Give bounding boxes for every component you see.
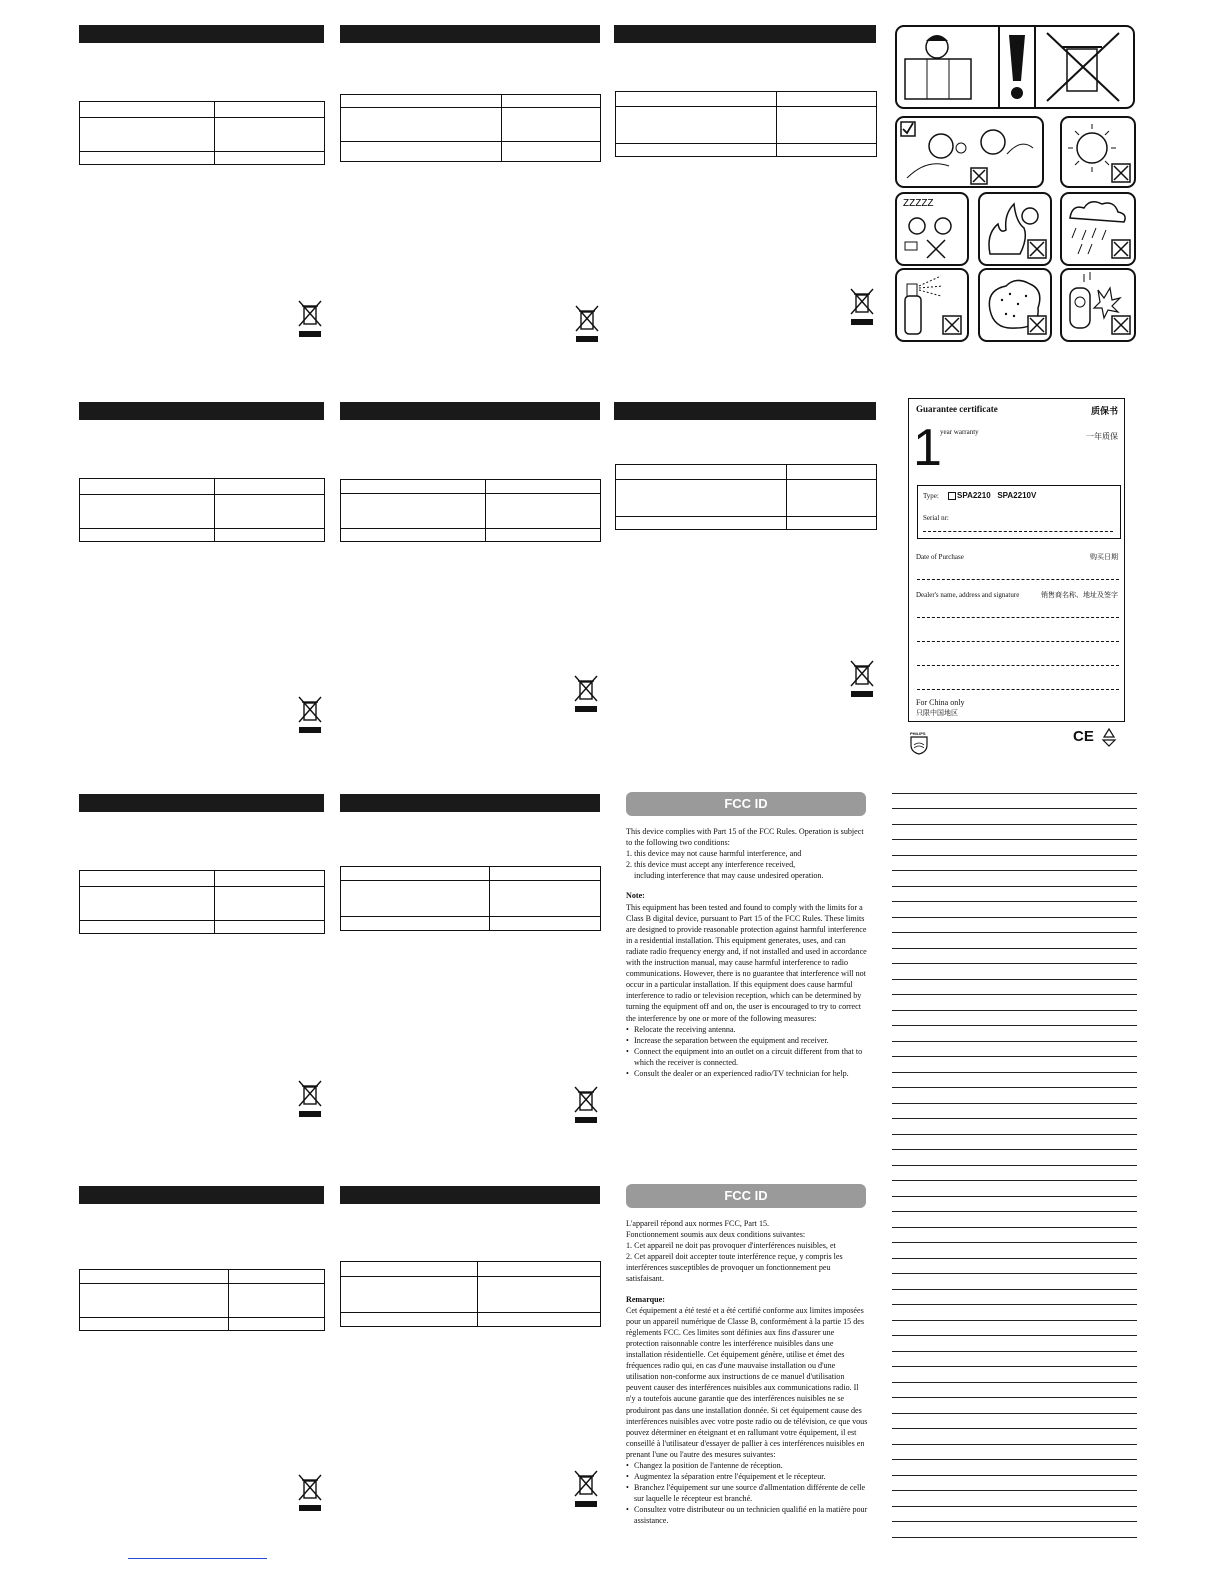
notes-line [892,1490,1137,1491]
section-header-bar [79,794,324,812]
notes-line [892,1134,1137,1135]
notes-line [892,1521,1137,1522]
weee-bin-icon [573,1468,599,1510]
notes-line [892,901,1137,902]
dealer-label-cn: 销售商名称、地址及签字 [1041,591,1118,599]
cleaning-pictogram [895,116,1044,188]
spec-table [79,101,325,165]
notes-line [892,870,1137,871]
notes-line [892,1227,1137,1228]
notes-line [892,1165,1137,1166]
svg-text:ZZZZZ: ZZZZZ [903,198,934,209]
dust-pictogram [978,268,1052,342]
weee-bin-icon [573,673,599,715]
standby-pictogram [895,192,969,266]
notes-line [892,793,1137,794]
notes-line [892,994,1137,995]
notes-line [892,963,1137,964]
notes-line [892,839,1137,840]
fcc-condition-1: 1. this device may not cause harmful interference, and [626,849,802,859]
notes-line [892,1506,1137,1507]
list-item: • Increase the separation between the equipment and receiver. [626,1035,868,1046]
fcc-intro: This device complies with Part 15 of the FCC Rules. Operation is subject to the following two conditions: [626,827,864,848]
fire-pictogram [978,192,1052,266]
fcc-condition-2: 2. Cet appareil doit accepter toute interférence reçue, y compris les interférences susceptibles de provoquer un fonctionnement peu satisfaisant. [626,1252,843,1284]
weee-bin-icon [574,303,600,345]
notes-line [892,1366,1137,1367]
section-header-bar [79,402,324,420]
spec-table [79,478,325,542]
fcc-intro-2: Fonctionnement soumis aux deux conditions suivantes: [626,1230,806,1240]
dealer-line [917,641,1119,642]
notes-line [892,1211,1137,1212]
rain-pictogram [1060,192,1136,266]
notes-line [892,1180,1137,1181]
list-item: • Connect the equipment into an outlet on a circuit different from that to which the receiver is connected. [626,1046,868,1068]
warranty-label: year warranty [940,428,979,436]
guarantee-certificate [908,398,1125,722]
impact-pictogram [1060,268,1136,342]
fcc-note-body: This equipment has been tested and found to comply with the limits for a Class B digital device, pursuant to Part 15 of the FCC Rules. These limits are designed to provide reasonable protection against harmful interference in a residential installation. This equipment generates, uses, and can radiate radio frequency energy and, if not installed and used in accordance with the instruction manual, may cause harmful interference to radio communications. However, there is no guarantee that interference will not occur in a particular installation. If this equipment does cause harmful interference to radio or television reception, which can be determined by turning the equipment off and on, the user is encouraged to try to correct the interference by one or more of the following measures: [626,902,867,1023]
notes-line [892,1413,1137,1414]
philips-wordmark: PHILIPS [910,731,926,736]
china-only-label-cn: 只限中国地区 [916,709,958,717]
notes-line [892,1056,1137,1057]
weee-bin-icon [297,1472,323,1514]
notes-line [892,932,1137,933]
spec-table [615,91,877,157]
spec-table [79,870,325,934]
section-header-bar [614,25,876,43]
spec-table [340,866,601,931]
dealer-line [917,617,1119,618]
spec-table [340,479,601,542]
fcc-measures-list [626,1460,868,1527]
read-manual-pictogram [895,25,1135,109]
notes-line [892,1304,1137,1305]
notes-line [892,1320,1137,1321]
weee-bin-icon [849,286,875,328]
model-checkbox [948,492,956,500]
notes-line [892,1010,1137,1011]
section-header-bar [340,794,600,812]
notes-line [892,1258,1137,1259]
serial-line [923,531,1113,532]
spray-pictogram [895,268,969,342]
spec-table [340,94,601,162]
fcc-note-body: Cet équipement a été testé et a été certifié conforme aux limites imposées pour un appareil numérique de Classe B, conformément à la partie 15 des règlements FCC. Ces limites sont définies aux fins d'assurer une protection raisonnable contre les interférence nuisibles dans une installation résidentielle. Cet équipement génère, utilise et émet des fréquences radio qui, en cas d'une mauvaise installation ou d'une utilisation non-conforme aux instructions de ce manuel d'utilisation peuvent causer des interférences nuisibles aux communications radio. Il n'y a toutefois aucune garantie que des interférences nuisibles ne se produiront pas dans une installation donnée. Si cet équipement cause des interférences nuisibles avec votre poste radio ou de télévision, ce que vous pouvez déterminer en éteignant et en rallumant votre équipement, il est conseillé à l'utilisateur d'essayer de pallier à ces interférences nuisibles en prenant l'une ou l'autre des mesures suivantes: [626,1305,868,1459]
fcc-condition-1: 1. Cet appareil ne doit pas provoquer d'interférences nuisibles, et [626,1241,836,1251]
notes-line [892,1397,1137,1398]
dealer-line [917,665,1119,666]
notes-line [892,1335,1137,1336]
fcc-measures-list [626,1024,868,1079]
philips-logo [909,731,929,755]
dealer-line [917,689,1119,690]
notes-line [892,979,1137,980]
notes-line [892,1025,1137,1026]
model-names: SPA2210 SPA2210V [957,491,1037,500]
weee-bin-icon [573,1084,599,1126]
china-only-label: For China only [916,698,965,707]
type-label: Type: [923,492,939,500]
notes-line [892,1351,1137,1352]
notes-line [892,1149,1137,1150]
notes-line [892,1382,1137,1383]
list-item: • Consult the dealer or an experienced radio/TV technician for help. [626,1068,868,1079]
notes-line [892,1087,1137,1088]
guarantee-title: Guarantee certificate [916,404,998,414]
notes-line [892,1475,1137,1476]
notes-line [892,1273,1137,1274]
notes-line [892,855,1137,856]
notes-line [892,1444,1137,1445]
type-serial-box [917,485,1121,539]
section-header-bar [340,1186,600,1204]
weee-bin-icon [297,1078,323,1120]
notes-line [892,1428,1137,1429]
spec-table [79,1269,325,1331]
notes-line [892,1289,1137,1290]
purchase-date-line [917,579,1119,580]
notes-line [892,1041,1137,1042]
fcc-title-en: FCC ID [626,792,866,816]
fcc-text-fr [626,1218,868,1527]
list-item: • Augmentez la séparation entre l'équipement et le récepteur. [626,1471,868,1482]
notes-line [892,1242,1137,1243]
list-item: • Branchez l'équipement sur une source d'allmentation différente de celle sur laquelle le récepteur est branché. [626,1482,868,1504]
fcc-note-title: Remarque: [626,1294,665,1304]
fcc-title-fr: FCC ID [626,1184,866,1208]
purchase-date-label: Date of Purchase [916,553,964,561]
dealer-label: Dealer's name, address and signature [916,591,1020,599]
sun-pictogram [1060,116,1136,188]
list-item: • Changez la position de l'antenne de réception. [626,1460,868,1471]
notes-line [892,1196,1137,1197]
section-header-bar [340,402,600,420]
fcc-condition-2-cont: including interference that may cause undesired operation. [634,871,824,881]
notes-line [892,948,1137,949]
list-item: • Relocate the receiving antenna. [626,1024,868,1035]
recycle-icon [1099,727,1119,752]
section-header-bar [614,402,876,420]
spec-table [615,464,877,530]
section-header-bar [79,25,324,43]
weee-bin-icon [849,658,875,700]
notes-line [892,1537,1137,1538]
notes-line [892,824,1137,825]
fcc-condition-2: 2. this device must accept any interference received, [626,860,796,870]
list-item: • Consultez votre distributeur ou un technicien qualifié en la matière pour assistance. [626,1504,868,1526]
fcc-intro: L'appareil répond aux normes FCC, Part 15. [626,1219,770,1228]
link-underline [128,1558,267,1559]
fcc-text-en [626,826,868,1079]
notes-line [892,886,1137,887]
weee-bin-icon [297,298,323,340]
warranty-label-cn: 一年质保 [1086,432,1118,441]
notes-line [892,917,1137,918]
purchase-date-label-cn: 购买日期 [1090,553,1118,561]
guarantee-title-cn: 质保书 [1090,406,1118,416]
warranty-years: 1 [913,419,942,477]
serial-label: Serial nr: [923,514,949,522]
notes-line [892,1459,1137,1460]
notes-line [892,1118,1137,1119]
fcc-note-title: Note: [626,891,645,901]
notes-line [892,1072,1137,1073]
section-header-bar [340,25,600,43]
notes-line [892,1103,1137,1104]
spec-table [340,1261,601,1327]
weee-bin-icon [297,694,323,736]
ce-mark: CE [1073,728,1094,745]
section-header-bar [79,1186,324,1204]
notes-line [892,808,1137,809]
